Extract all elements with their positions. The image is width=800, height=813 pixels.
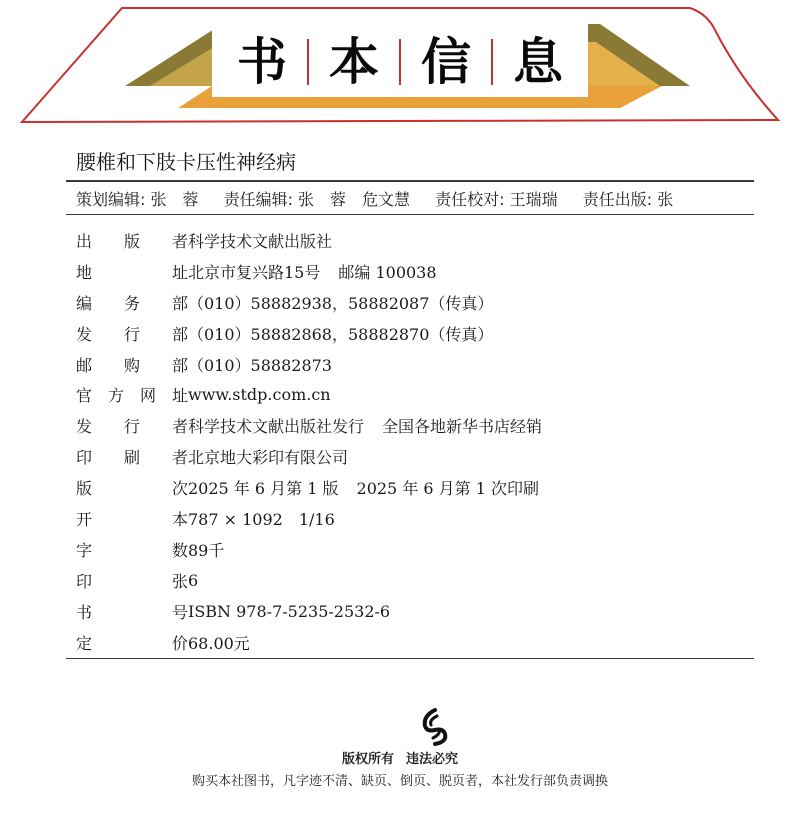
info-row bbox=[76, 379, 756, 410]
info-value-text: 科学技术文献出版社发行 bbox=[188, 417, 365, 437]
banner-char: 本 bbox=[329, 33, 379, 91]
banner-char: 息 bbox=[513, 33, 563, 91]
info-row bbox=[76, 441, 756, 472]
info-label-char: 务 bbox=[123, 293, 140, 313]
info-label-char: 行 bbox=[123, 324, 140, 344]
editor-credit: 策划编辑: 张 蓉 bbox=[76, 190, 199, 209]
info-value bbox=[188, 631, 250, 654]
info-label-char: 部 bbox=[171, 324, 188, 344]
info-label-char: 址 bbox=[171, 386, 188, 406]
info-row bbox=[76, 256, 756, 287]
info-label bbox=[76, 260, 188, 283]
info-value-text: www.stdp.com.cn bbox=[188, 385, 331, 405]
info-label-char: 数 bbox=[171, 540, 188, 560]
info-row bbox=[76, 627, 756, 658]
info-row bbox=[76, 318, 756, 349]
info-label bbox=[76, 229, 188, 252]
info-label-char: 印 bbox=[76, 448, 93, 468]
info-row bbox=[76, 534, 756, 565]
info-value bbox=[188, 353, 332, 376]
info-label bbox=[76, 600, 188, 623]
info-label-char: 号 bbox=[171, 602, 188, 622]
editor-credits bbox=[76, 187, 754, 210]
info-row bbox=[76, 349, 756, 380]
info-label-char: 者 bbox=[171, 448, 188, 468]
info-value-text: 科学技术文献出版社 bbox=[188, 231, 333, 251]
info-row bbox=[76, 565, 756, 596]
info-value-text: （010）58882868，58882870（传真） bbox=[188, 324, 494, 344]
info-label-char: 价 bbox=[171, 633, 188, 653]
info-row bbox=[76, 596, 756, 627]
divider bbox=[66, 180, 754, 182]
divider bbox=[66, 658, 754, 659]
info-label bbox=[76, 291, 188, 314]
info-value-text: ISBN 978-7-5235-2532-6 bbox=[188, 601, 391, 621]
info-label-char: 者 bbox=[171, 417, 188, 437]
info-label-char: 本 bbox=[171, 509, 188, 529]
info-label-char: 发 bbox=[76, 324, 93, 344]
info-value-text: 全国各地新华书店经销 bbox=[382, 417, 543, 437]
info-label-char: 官 bbox=[76, 386, 93, 406]
info-label-char: 方 bbox=[107, 386, 124, 406]
info-row bbox=[76, 503, 756, 534]
info-label-char: 地 bbox=[76, 262, 93, 282]
info-row bbox=[76, 287, 756, 318]
info-label bbox=[76, 507, 188, 530]
info-label-char: 部 bbox=[171, 355, 188, 375]
info-label-char: 址 bbox=[171, 262, 188, 282]
info-label-char: 刷 bbox=[123, 448, 140, 468]
info-label-char: 购 bbox=[123, 355, 140, 375]
info-value-text: 邮编 100038 bbox=[338, 262, 437, 282]
info-label-char: 网 bbox=[139, 386, 156, 406]
info-label bbox=[76, 538, 188, 561]
info-value bbox=[188, 602, 390, 621]
info-value bbox=[188, 229, 332, 252]
info-value-text: 6 bbox=[188, 570, 199, 590]
info-value bbox=[188, 445, 348, 468]
info-value bbox=[188, 260, 437, 283]
banner-char: 信 bbox=[421, 33, 471, 91]
info-value-text: 2025 年 6 月第 1 次印刷 bbox=[356, 479, 540, 499]
info-label-char: 张 bbox=[171, 571, 188, 591]
info-label-char: 版 bbox=[123, 231, 140, 251]
info-value-text: 89千 bbox=[188, 540, 225, 560]
editor-credit: 责任编辑: 张 蓉 危文慧 bbox=[223, 190, 411, 209]
info-label bbox=[76, 631, 188, 654]
info-value-text: 2025 年 6 月第 1 版 bbox=[188, 479, 339, 499]
info-row bbox=[76, 472, 756, 503]
info-value-text: 787 × 1092 1/16 bbox=[188, 509, 335, 529]
info-label-char: 次 bbox=[171, 479, 188, 499]
info-label bbox=[76, 569, 188, 592]
banner-title bbox=[0, 32, 800, 92]
info-label-char: 字 bbox=[76, 540, 93, 560]
info-label-char: 发 bbox=[76, 417, 93, 437]
info-value-text: 北京市复兴路15号 bbox=[188, 262, 321, 282]
info-label-char: 开 bbox=[76, 509, 93, 529]
info-row bbox=[76, 225, 756, 256]
info-value-text: （010）58882938，58882087（传真） bbox=[188, 293, 494, 313]
info-label-char: 出 bbox=[76, 231, 93, 251]
piracy-warning: 违法必究 bbox=[406, 752, 459, 767]
info-value bbox=[188, 322, 493, 345]
info-value bbox=[188, 476, 539, 499]
info-label bbox=[76, 445, 188, 468]
info-label-char: 行 bbox=[123, 417, 140, 437]
exchange-notice: 购买本社图书，凡字迹不清、缺页、倒页、脱页者，本社发行部负责调换 bbox=[191, 774, 608, 789]
info-value bbox=[188, 571, 198, 590]
info-label-char: 编 bbox=[76, 293, 93, 313]
info-value-text: 68.00元 bbox=[188, 633, 250, 653]
editor-credit: 责任出版: 张 bbox=[582, 190, 674, 209]
info-value-text: 北京地大彩印有限公司 bbox=[188, 448, 349, 468]
book-title: 腰椎和下肢卡压性神经病 bbox=[76, 150, 296, 174]
info-label-char: 部 bbox=[171, 293, 188, 313]
info-value bbox=[188, 414, 542, 437]
info-label-char: 定 bbox=[76, 633, 93, 653]
info-label-char: 印 bbox=[76, 571, 93, 591]
info-value bbox=[188, 291, 493, 314]
info-label bbox=[76, 476, 188, 499]
info-label-char: 书 bbox=[76, 602, 93, 622]
info-value-text: （010）58882873 bbox=[188, 355, 332, 375]
info-label-char: 者 bbox=[171, 231, 188, 251]
info-row bbox=[76, 410, 756, 441]
rights-line bbox=[0, 748, 800, 767]
publication-info bbox=[76, 225, 756, 657]
rights-reserved: 版权所有 bbox=[341, 752, 394, 767]
info-label-char: 邮 bbox=[76, 355, 93, 375]
section-banner bbox=[0, 0, 800, 125]
info-label bbox=[76, 383, 188, 406]
info-value bbox=[188, 507, 335, 530]
info-label-char: 版 bbox=[76, 479, 93, 499]
info-label bbox=[76, 414, 188, 437]
divider bbox=[66, 214, 754, 215]
info-label bbox=[76, 353, 188, 376]
banner-char: 书 bbox=[237, 33, 287, 91]
info-value bbox=[188, 538, 224, 561]
info-value bbox=[188, 385, 331, 404]
info-label bbox=[76, 322, 188, 345]
publisher-logo-icon bbox=[417, 708, 453, 746]
editor-credit: 责任校对: 王瑞瑞 bbox=[435, 190, 558, 209]
